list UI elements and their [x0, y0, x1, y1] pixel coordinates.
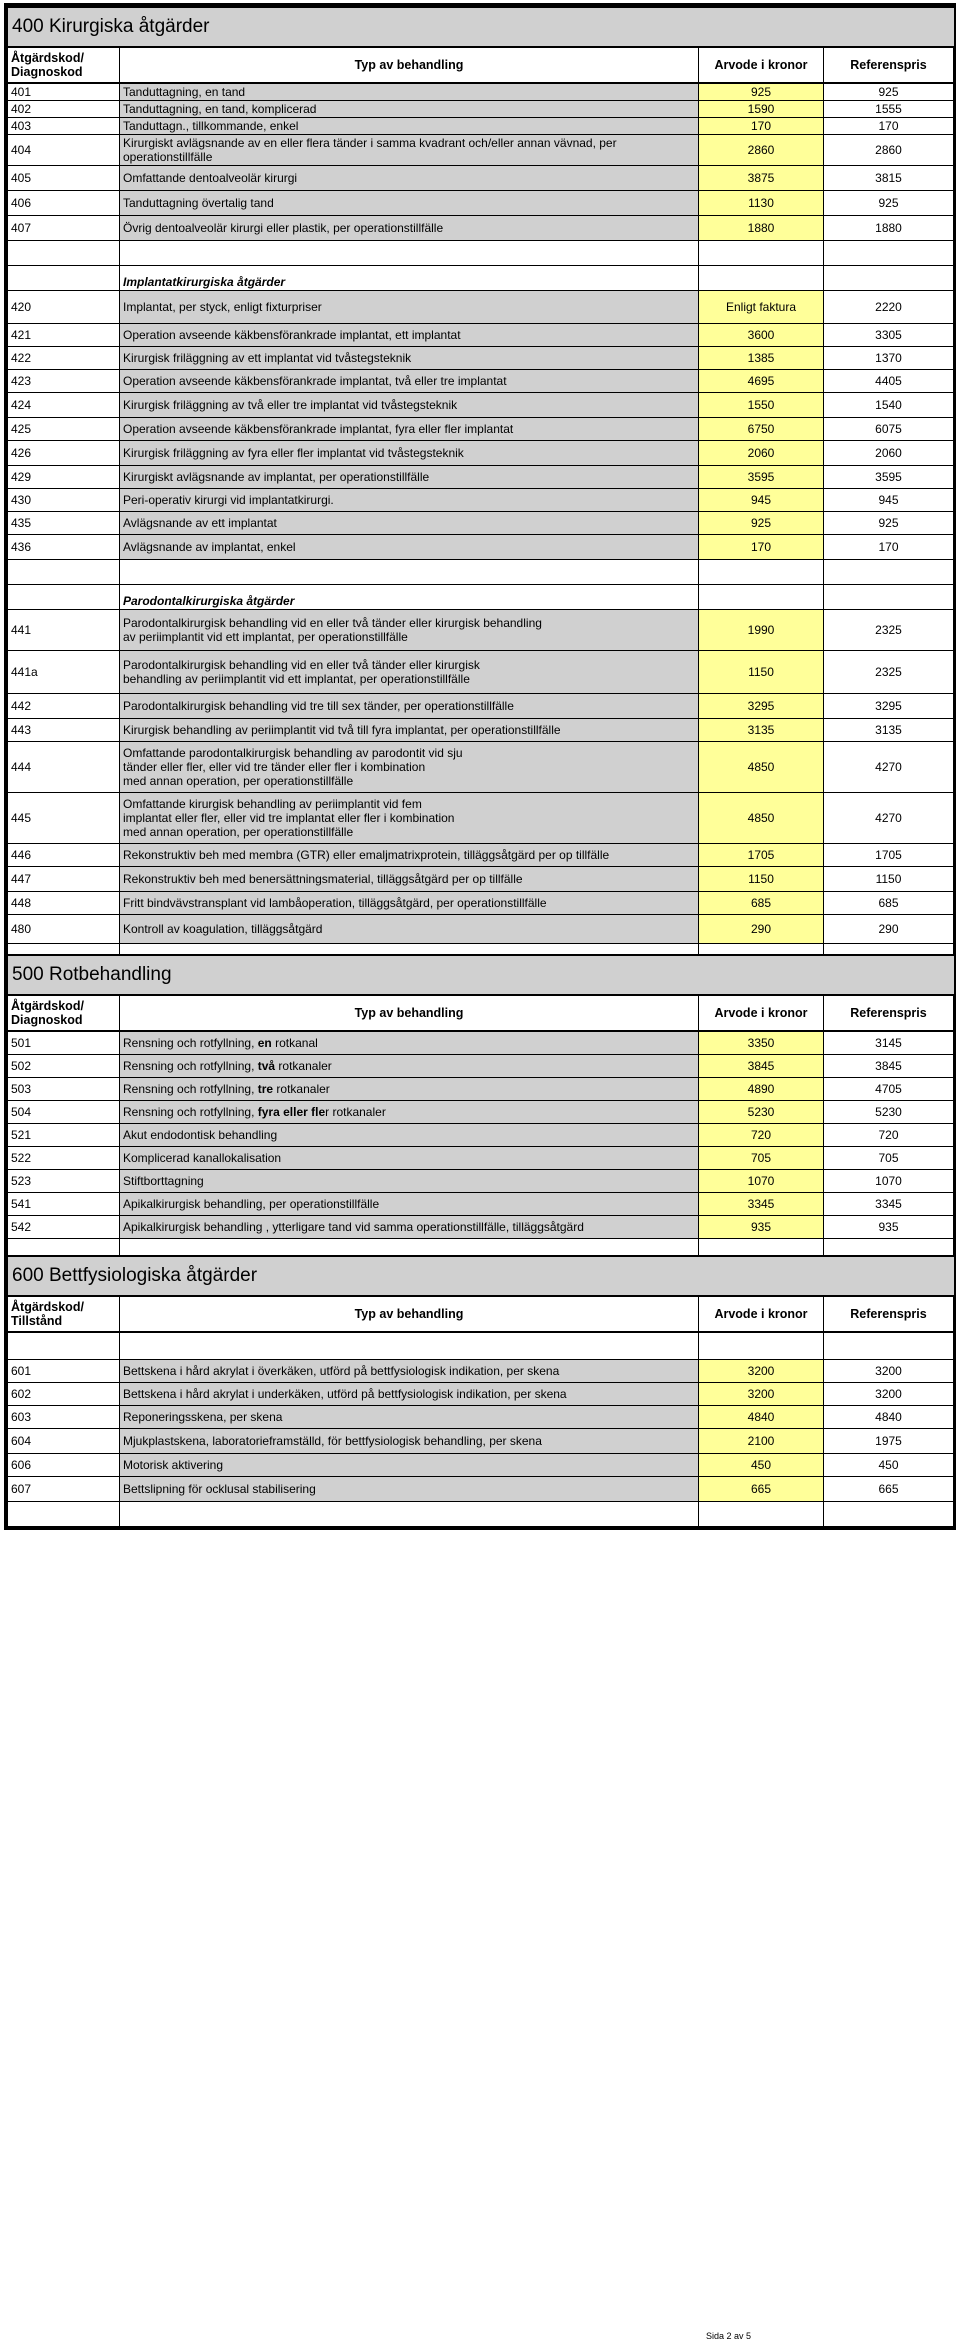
blank-cell	[824, 560, 954, 585]
row-code: 435	[8, 512, 120, 535]
description-text: Komplicerad kanallokalisation	[123, 1151, 282, 1165]
subsection-row	[8, 585, 954, 610]
table-row	[8, 441, 954, 466]
row-reference-price: 4270	[824, 742, 954, 793]
row-fee: 450	[699, 1454, 824, 1477]
description-text: rotkanal	[271, 1036, 318, 1050]
row-description	[120, 1055, 699, 1078]
row-reference-price: 1705	[824, 844, 954, 867]
description-text: Rensning och rotfyllning,	[123, 1105, 258, 1119]
row-fee: 1385	[699, 347, 824, 370]
row-code: 542	[8, 1216, 120, 1239]
row-code: 425	[8, 418, 120, 441]
blank-cell	[699, 241, 824, 266]
row-description: Motorisk aktivering	[120, 1454, 699, 1477]
column-header-ref: Referenspris	[824, 995, 954, 1031]
row-description: Kirurgiskt avlägsnande av implantat, per operationstillfälle	[120, 466, 699, 489]
row-fee: 2100	[699, 1429, 824, 1454]
row-reference-price: 170	[824, 118, 954, 135]
table-row	[8, 393, 954, 418]
row-fee: 665	[699, 1477, 824, 1502]
price-table	[7, 6, 954, 1527]
row-description: Operation avseende käkbensförankrade implantat, ett implantat	[120, 324, 699, 347]
row-code: 441	[8, 610, 120, 651]
description-emphasis: tre	[257, 1082, 274, 1096]
row-fee: 925	[699, 83, 824, 101]
table-row	[8, 1147, 954, 1170]
row-fee: 4695	[699, 370, 824, 393]
row-code: 522	[8, 1147, 120, 1170]
table-row	[8, 793, 954, 844]
row-code: 406	[8, 191, 120, 216]
table-row	[8, 1429, 954, 1454]
row-description: Parodontalkirurgisk behandling vid tre till sex tänder, per operationstillfälle	[120, 694, 699, 719]
row-code: 607	[8, 1477, 120, 1502]
row-reference-price: 3135	[824, 719, 954, 742]
row-reference-price: 925	[824, 83, 954, 101]
subsection-spacer	[824, 585, 954, 610]
row-fee: 3875	[699, 166, 824, 191]
blank-row	[8, 1332, 954, 1360]
row-description: Peri-operativ kirurgi vid implantatkirurgi.	[120, 489, 699, 512]
row-code: 401	[8, 83, 120, 101]
column-header-fee: Arvode i kronor	[699, 995, 824, 1031]
row-code: 602	[8, 1383, 120, 1406]
row-reference-price: 170	[824, 535, 954, 560]
table-row	[8, 1055, 954, 1078]
row-description: Mjukplastskena, laboratorieframställd, för bettfysiologisk behandling, per skena	[120, 1429, 699, 1454]
subsection-spacer	[699, 585, 824, 610]
blank-cell	[8, 1239, 120, 1257]
price-table-body	[8, 7, 954, 1527]
table-row	[8, 844, 954, 867]
row-code: 604	[8, 1429, 120, 1454]
row-reference-price: 3295	[824, 694, 954, 719]
subsection-spacer	[8, 585, 120, 610]
table-row	[8, 347, 954, 370]
blank-cell	[120, 241, 699, 266]
section-title: 400 Kirurgiska åtgärder	[8, 7, 954, 47]
row-code: 426	[8, 441, 120, 466]
description-text: Rensning och rotfyllning,	[123, 1059, 258, 1073]
row-reference-price: 1540	[824, 393, 954, 418]
row-code: 603	[8, 1406, 120, 1429]
page-footer: Sida 2 av 5	[706, 2331, 752, 2341]
column-header-row	[8, 1296, 954, 1332]
row-description: Kirurgisk behandling av periimplantit vid två till fyra implantat, per operationstillfälle	[120, 719, 699, 742]
subsection-label: Implantatkirurgiska åtgärder	[120, 266, 699, 291]
blank-cell	[120, 1502, 699, 1527]
blank-cell	[824, 1332, 954, 1360]
table-row	[8, 512, 954, 535]
row-code: 446	[8, 844, 120, 867]
description-text: Stiftborttagning	[123, 1174, 204, 1188]
row-description: Tanduttagning, en tand	[120, 83, 699, 101]
column-header-code: Åtgärdskod/ Diagnoskod	[8, 995, 120, 1031]
column-header-code: Åtgärdskod/ Tillstånd	[8, 1296, 120, 1332]
row-code: 436	[8, 535, 120, 560]
row-description: Avlägsnande av implantat, enkel	[120, 535, 699, 560]
row-description: Kontroll av koagulation, tilläggsåtgärd	[120, 915, 699, 944]
row-description: Kirurgisk friläggning av ett implantat vid tvåstegsteknik	[120, 347, 699, 370]
row-description: Bettslipning för ocklusal stabilisering	[120, 1477, 699, 1502]
table-row	[8, 915, 954, 944]
row-description: Operation avseende käkbensförankrade implantat, två eller tre implantat	[120, 370, 699, 393]
row-code: 501	[8, 1031, 120, 1055]
row-reference-price: 1555	[824, 101, 954, 118]
description-text: Rensning och rotfyllning,	[123, 1082, 258, 1096]
row-code: 404	[8, 135, 120, 166]
section-title: 500 Rotbehandling	[8, 955, 954, 995]
row-reference-price: 2325	[824, 651, 954, 694]
row-description: Kirurgiskt avlägsnande av en eller flera tänder i samma kvadrant och/eller annan vävnad, per operationstillfälle	[120, 135, 699, 166]
row-description: Avlägsnande av ett implantat	[120, 512, 699, 535]
description-text: Apikalkirurgisk behandling, per operationstillfälle	[123, 1197, 380, 1211]
row-description: Omfattande dentoalveolär kirurgi	[120, 166, 699, 191]
row-reference-price: 4270	[824, 793, 954, 844]
blank-cell	[699, 1502, 824, 1527]
row-code: 421	[8, 324, 120, 347]
row-fee: 685	[699, 892, 824, 915]
blank-cell	[8, 241, 120, 266]
row-fee: 945	[699, 489, 824, 512]
row-code: 447	[8, 867, 120, 892]
column-header-row	[8, 995, 954, 1031]
table-row	[8, 1406, 954, 1429]
row-description: Tanduttagning övertalig tand	[120, 191, 699, 216]
table-row	[8, 1101, 954, 1124]
row-code: 445	[8, 793, 120, 844]
row-fee: 5230	[699, 1101, 824, 1124]
table-row	[8, 1477, 954, 1502]
row-code: 407	[8, 216, 120, 241]
row-reference-price: 665	[824, 1477, 954, 1502]
row-description: Rekonstruktiv beh med membra (GTR) eller emaljmatrixprotein, tilläggsåtgärd per op tillfälle	[120, 844, 699, 867]
row-description: Bettskena i hård akrylat i underkäken, utförd på bettfysiologisk indikation, per skena	[120, 1383, 699, 1406]
row-description: Kirurgisk friläggning av fyra eller fler implantat vid tvåstegsteknik	[120, 441, 699, 466]
row-reference-price: 2220	[824, 291, 954, 324]
blank-cell	[824, 1239, 954, 1257]
blank-cell	[824, 944, 954, 956]
row-reference-price: 3345	[824, 1193, 954, 1216]
row-description: Fritt bindvävstransplant vid lambåoperation, tilläggsåtgärd, per operationstillfälle	[120, 892, 699, 915]
table-row	[8, 418, 954, 441]
row-code: 442	[8, 694, 120, 719]
row-fee: 1880	[699, 216, 824, 241]
row-reference-price: 4840	[824, 1406, 954, 1429]
row-description: Parodontalkirurgisk behandling vid en eller två tänder eller kirurgisk behandling av periimplantit vid ett implantat, per operationstillfälle	[120, 610, 699, 651]
row-description: Omfattande kirurgisk behandling av periimplantit vid fem implantat eller fler, eller vid tre implantat eller fler i kombination med annan operation, per operationstillfälle	[120, 793, 699, 844]
row-fee: 3295	[699, 694, 824, 719]
row-reference-price: 685	[824, 892, 954, 915]
row-description: Tanduttagning, en tand, komplicerad	[120, 101, 699, 118]
row-fee: 3200	[699, 1360, 824, 1383]
table-row	[8, 867, 954, 892]
row-reference-price: 5230	[824, 1101, 954, 1124]
column-header-ref: Referenspris	[824, 47, 954, 83]
row-fee: 3845	[699, 1055, 824, 1078]
row-fee: 4840	[699, 1406, 824, 1429]
blank-cell	[699, 944, 824, 956]
row-code: 403	[8, 118, 120, 135]
row-reference-price: 925	[824, 191, 954, 216]
table-row	[8, 291, 954, 324]
table-row	[8, 118, 954, 135]
blank-cell	[699, 1239, 824, 1257]
row-fee: 1590	[699, 101, 824, 118]
column-header-type: Typ av behandling	[120, 47, 699, 83]
row-reference-price: 2325	[824, 610, 954, 651]
row-code: 502	[8, 1055, 120, 1078]
row-fee: 4890	[699, 1078, 824, 1101]
row-reference-price: 3815	[824, 166, 954, 191]
row-code: 480	[8, 915, 120, 944]
row-code: 601	[8, 1360, 120, 1383]
row-description	[120, 1216, 699, 1239]
row-fee: 3345	[699, 1193, 824, 1216]
description-emphasis: två	[257, 1059, 276, 1073]
row-fee: 1150	[699, 867, 824, 892]
row-reference-price: 2860	[824, 135, 954, 166]
table-row	[8, 694, 954, 719]
table-row	[8, 83, 954, 101]
row-description: Parodontalkirurgisk behandling vid en eller två tänder eller kirurgisk behandling av periimplantit vid ett implantat, per operationstillfälle	[120, 651, 699, 694]
row-fee: 170	[699, 535, 824, 560]
row-fee: 1550	[699, 393, 824, 418]
row-fee: 1130	[699, 191, 824, 216]
column-header-fee: Arvode i kronor	[699, 1296, 824, 1332]
row-fee: 6750	[699, 418, 824, 441]
row-fee: 705	[699, 1147, 824, 1170]
table-row	[8, 466, 954, 489]
row-description: Reponeringsskena, per skena	[120, 1406, 699, 1429]
row-description	[120, 1031, 699, 1055]
row-fee: 3595	[699, 466, 824, 489]
blank-row	[8, 241, 954, 266]
row-reference-price: 2060	[824, 441, 954, 466]
row-fee: 1070	[699, 1170, 824, 1193]
subsection-row	[8, 266, 954, 291]
row-description: Bettskena i hård akrylat i överkäken, utförd på bettfysiologisk indikation, per skena	[120, 1360, 699, 1383]
row-fee: 1150	[699, 651, 824, 694]
table-row	[8, 166, 954, 191]
row-fee: 3200	[699, 1383, 824, 1406]
row-fee: 4850	[699, 793, 824, 844]
description-text: Apikalkirurgisk behandling , ytterligare tand vid samma operationstillfälle, tilläggsåtgärd	[123, 1220, 584, 1234]
blank-cell	[120, 560, 699, 585]
table-row	[8, 1360, 954, 1383]
row-reference-price: 3595	[824, 466, 954, 489]
table-row	[8, 892, 954, 915]
row-fee: 925	[699, 512, 824, 535]
row-description: Implantat, per styck, enligt fixturpriser	[120, 291, 699, 324]
row-fee: 935	[699, 1216, 824, 1239]
row-reference-price: 705	[824, 1147, 954, 1170]
row-fee: 4850	[699, 742, 824, 793]
row-fee: 170	[699, 118, 824, 135]
row-code: 420	[8, 291, 120, 324]
subsection-spacer	[8, 266, 120, 291]
row-fee: 3350	[699, 1031, 824, 1055]
subsection-spacer	[699, 266, 824, 291]
blank-row	[8, 1502, 954, 1527]
section-title-row	[8, 1256, 954, 1296]
row-fee: 1990	[699, 610, 824, 651]
description-text: rotkanaler	[275, 1059, 332, 1073]
row-fee: 2060	[699, 441, 824, 466]
row-fee: 720	[699, 1124, 824, 1147]
blank-row	[8, 560, 954, 585]
table-row	[8, 101, 954, 118]
row-description	[120, 1078, 699, 1101]
column-header-row	[8, 47, 954, 83]
subsection-spacer	[824, 266, 954, 291]
row-reference-price: 3145	[824, 1031, 954, 1055]
table-row	[8, 1124, 954, 1147]
row-fee: Enligt faktura	[699, 291, 824, 324]
row-code: 422	[8, 347, 120, 370]
row-code: 521	[8, 1124, 120, 1147]
blank-cell	[824, 241, 954, 266]
section-title: 600 Bettfysiologiska åtgärder	[8, 1256, 954, 1296]
row-reference-price: 3845	[824, 1055, 954, 1078]
table-row	[8, 324, 954, 347]
row-code: 606	[8, 1454, 120, 1477]
table-row	[8, 489, 954, 512]
row-code: 444	[8, 742, 120, 793]
row-description: Tanduttagn., tillkommande, enkel	[120, 118, 699, 135]
description-text: Rensning och rotfyllning,	[123, 1036, 258, 1050]
row-code: 402	[8, 101, 120, 118]
section-title-row	[8, 7, 954, 47]
description-emphasis: fyra eller fle	[257, 1105, 326, 1119]
row-code: 405	[8, 166, 120, 191]
row-fee: 3135	[699, 719, 824, 742]
row-reference-price: 3305	[824, 324, 954, 347]
table-row	[8, 742, 954, 793]
row-reference-price: 4705	[824, 1078, 954, 1101]
row-reference-price: 925	[824, 512, 954, 535]
row-reference-price: 720	[824, 1124, 954, 1147]
row-reference-price: 1975	[824, 1429, 954, 1454]
table-row	[8, 1454, 954, 1477]
subsection-label: Parodontalkirurgiska åtgärder	[120, 585, 699, 610]
row-fee: 2860	[699, 135, 824, 166]
column-header-ref: Referenspris	[824, 1296, 954, 1332]
table-row	[8, 191, 954, 216]
row-code: 430	[8, 489, 120, 512]
row-code: 448	[8, 892, 120, 915]
row-reference-price: 1070	[824, 1170, 954, 1193]
blank-cell	[8, 944, 120, 956]
row-reference-price: 290	[824, 915, 954, 944]
row-reference-price: 1880	[824, 216, 954, 241]
table-row	[8, 370, 954, 393]
table-row	[8, 1170, 954, 1193]
blank-cell	[8, 1502, 120, 1527]
row-description	[120, 1147, 699, 1170]
row-code: 443	[8, 719, 120, 742]
row-reference-price: 6075	[824, 418, 954, 441]
row-code: 541	[8, 1193, 120, 1216]
blank-cell	[120, 1239, 699, 1257]
column-header-type: Typ av behandling	[120, 995, 699, 1031]
column-header-fee: Arvode i kronor	[699, 47, 824, 83]
row-reference-price: 4405	[824, 370, 954, 393]
row-fee: 3600	[699, 324, 824, 347]
row-code: 503	[8, 1078, 120, 1101]
table-row	[8, 719, 954, 742]
row-description: Övrig dentoalveolär kirurgi eller plastik, per operationstillfälle	[120, 216, 699, 241]
row-reference-price: 1150	[824, 867, 954, 892]
table-row	[8, 1383, 954, 1406]
row-description	[120, 1170, 699, 1193]
row-description	[120, 1124, 699, 1147]
row-description	[120, 1101, 699, 1124]
row-description: Operation avseende käkbensförankrade implantat, fyra eller fler implantat	[120, 418, 699, 441]
blank-row	[8, 1239, 954, 1257]
blank-cell	[8, 560, 120, 585]
row-description: Omfattande parodontalkirurgisk behandling av parodontit vid sju tänder eller fler, eller vid tre tänder eller fler i kombination med annan operation, per operationstillfälle	[120, 742, 699, 793]
row-reference-price: 1370	[824, 347, 954, 370]
row-reference-price: 935	[824, 1216, 954, 1239]
table-row	[8, 1216, 954, 1239]
blank-cell	[8, 1332, 120, 1360]
blank-cell	[824, 1502, 954, 1527]
table-row	[8, 610, 954, 651]
table-row	[8, 1031, 954, 1055]
description-text: rotkanaler	[273, 1082, 330, 1096]
row-reference-price: 3200	[824, 1360, 954, 1383]
row-reference-price: 3200	[824, 1383, 954, 1406]
row-description: Rekonstruktiv beh med benersättningsmaterial, tilläggsåtgärd per op tillfälle	[120, 867, 699, 892]
section-title-row	[8, 955, 954, 995]
row-description: Kirurgisk friläggning av två eller tre implantat vid tvåstegsteknik	[120, 393, 699, 418]
row-reference-price: 945	[824, 489, 954, 512]
row-code: 504	[8, 1101, 120, 1124]
blank-row	[8, 944, 954, 956]
table-row	[8, 216, 954, 241]
table-row	[8, 651, 954, 694]
row-code: 523	[8, 1170, 120, 1193]
table-row	[8, 1193, 954, 1216]
price-list-sheet	[4, 3, 956, 1530]
row-description	[120, 1193, 699, 1216]
blank-cell	[120, 1332, 699, 1360]
column-header-type: Typ av behandling	[120, 1296, 699, 1332]
table-row	[8, 535, 954, 560]
row-code: 423	[8, 370, 120, 393]
row-reference-price: 450	[824, 1454, 954, 1477]
blank-cell	[699, 1332, 824, 1360]
blank-cell	[699, 560, 824, 585]
blank-cell	[120, 944, 699, 956]
row-code: 424	[8, 393, 120, 418]
row-fee: 290	[699, 915, 824, 944]
description-text: r rotkanaler	[325, 1105, 386, 1119]
column-header-code: Åtgärdskod/ Diagnoskod	[8, 47, 120, 83]
description-text: Akut endodontisk behandling	[123, 1128, 278, 1142]
row-code: 441a	[8, 651, 120, 694]
row-code: 429	[8, 466, 120, 489]
table-row	[8, 135, 954, 166]
table-row	[8, 1078, 954, 1101]
row-fee: 1705	[699, 844, 824, 867]
description-emphasis: en	[257, 1036, 272, 1050]
